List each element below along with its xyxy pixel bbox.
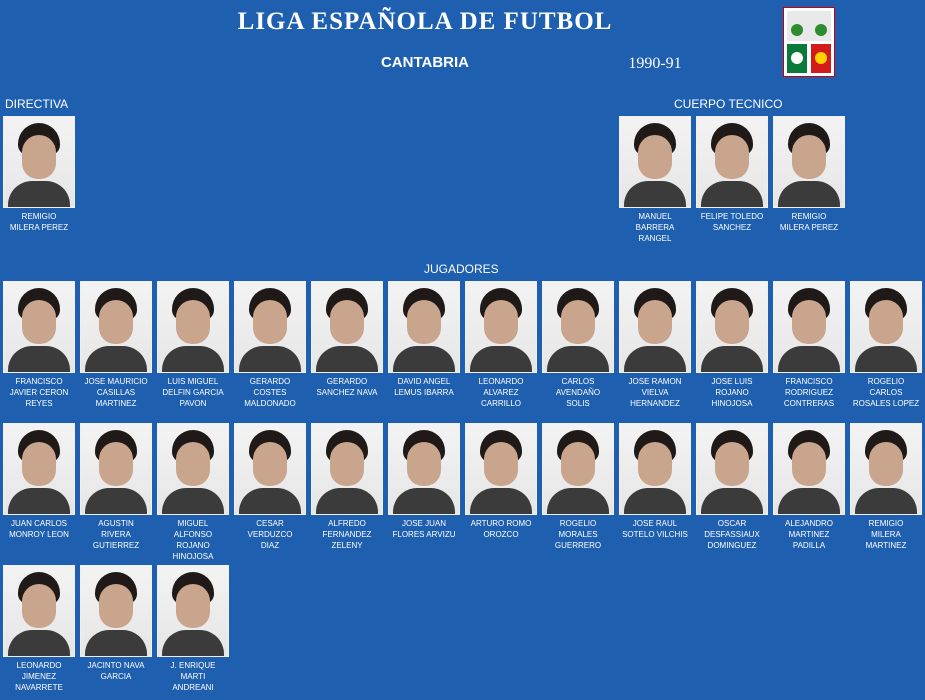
person-name: LUIS MIGUEL DELFIN GARCIA PAVON bbox=[162, 377, 224, 408]
person-name: CESAR VERDUZCO DIAZ bbox=[247, 519, 293, 550]
person-card bbox=[696, 423, 768, 551]
person-name: MANUEL BARRERA RANGEL bbox=[635, 212, 675, 243]
person-card bbox=[311, 423, 383, 551]
person-card bbox=[80, 565, 152, 682]
person-name: ROGELIO CARLOS ROSALES LOPEZ bbox=[852, 377, 920, 408]
person-photo bbox=[80, 423, 152, 515]
person-photo bbox=[3, 281, 75, 373]
person-name: REMIGIO MILERA MARTINEZ bbox=[865, 519, 907, 550]
person-name: JUAN CARLOS MONROY LEON bbox=[9, 519, 69, 539]
person-name: GERARDO COSTES MALDONADO bbox=[244, 377, 296, 408]
person-card bbox=[234, 281, 306, 409]
person-card bbox=[157, 423, 229, 562]
person-card bbox=[465, 423, 537, 540]
person-name: JOSE MAURICIO CASILLAS MARTINEZ bbox=[84, 377, 148, 408]
person-photo bbox=[542, 281, 614, 373]
person-name: REMIGIO MILERA PEREZ bbox=[9, 212, 69, 232]
person-card bbox=[80, 423, 152, 551]
person-card bbox=[850, 281, 922, 409]
person-photo bbox=[696, 423, 768, 515]
section-cuerpo-tecnico: CUERPO TECNICO bbox=[674, 97, 783, 111]
person-card bbox=[850, 423, 922, 551]
person-card bbox=[311, 281, 383, 398]
person-name: CARLOS AVENDAÑO SOLIS bbox=[555, 377, 601, 408]
person-name: FELIPE TOLEDO SANCHEZ bbox=[700, 212, 764, 232]
person-photo bbox=[850, 423, 922, 515]
person-photo bbox=[619, 116, 691, 208]
person-card bbox=[619, 423, 691, 540]
person-photo bbox=[311, 423, 383, 515]
person-photo bbox=[773, 116, 845, 208]
person-name: DAVID ANGEL LEMUS IBARRA bbox=[394, 377, 454, 397]
person-photo bbox=[696, 116, 768, 208]
person-photo bbox=[157, 281, 229, 373]
person-name: JOSE JUAN FLORES ARVIZU bbox=[392, 519, 456, 539]
person-photo bbox=[388, 423, 460, 515]
person-card bbox=[3, 281, 75, 409]
person-photo bbox=[234, 423, 306, 515]
person-card bbox=[542, 423, 614, 551]
person-photo bbox=[234, 281, 306, 373]
person-name: J. ENRIQUE MARTI ANDREANI bbox=[170, 661, 216, 692]
person-photo bbox=[850, 281, 922, 373]
person-card bbox=[542, 281, 614, 409]
person-card bbox=[465, 281, 537, 409]
person-photo bbox=[465, 423, 537, 515]
person-photo bbox=[619, 423, 691, 515]
person-photo bbox=[157, 423, 229, 515]
person-photo bbox=[388, 281, 460, 373]
person-card bbox=[3, 565, 75, 693]
person-name: ALFREDO FERNANDEZ ZELENY bbox=[322, 519, 372, 550]
person-name: REMIGIO MILERA PEREZ bbox=[779, 212, 839, 232]
person-name: ARTURO ROMO OROZCO bbox=[470, 519, 532, 539]
person-photo bbox=[465, 281, 537, 373]
person-photo bbox=[80, 281, 152, 373]
person-name: JOSE RAMON VIELVA HERNANDEZ bbox=[628, 377, 682, 408]
person-name: LEONARDO JIMENEZ NAVARRETE bbox=[15, 661, 63, 692]
person-card bbox=[388, 281, 460, 398]
person-name: OSCAR DESFASSIAUX DOMINGUEZ bbox=[704, 519, 760, 550]
person-card bbox=[3, 423, 75, 540]
person-name: AGUSTIN RIVERA GUTIERREZ bbox=[92, 519, 140, 550]
person-name: ROGELIO MORALES GUERRERO bbox=[554, 519, 602, 550]
person-photo bbox=[157, 565, 229, 657]
person-photo bbox=[311, 281, 383, 373]
person-card bbox=[157, 565, 229, 693]
section-jugadores: JUGADORES bbox=[424, 262, 499, 276]
person-card bbox=[3, 116, 75, 233]
person-photo bbox=[773, 423, 845, 515]
person-photo bbox=[619, 281, 691, 373]
person-photo bbox=[3, 423, 75, 515]
person-card bbox=[696, 281, 768, 409]
person-photo bbox=[773, 281, 845, 373]
section-directiva: DIRECTIVA bbox=[5, 97, 69, 111]
club-name: CANTABRIA bbox=[380, 54, 470, 71]
person-card bbox=[157, 281, 229, 409]
person-name: JACINTO NAVA GARCIA bbox=[87, 661, 145, 681]
person-name: MIGUEL ALFONSO ROJANO HINOJOSA bbox=[172, 519, 214, 561]
person-photo bbox=[3, 116, 75, 208]
person-card bbox=[388, 423, 460, 540]
person-photo bbox=[80, 565, 152, 657]
person-photo bbox=[3, 565, 75, 657]
person-name: JOSE LUIS ROJANO HINOJOSA bbox=[711, 377, 753, 408]
page-title: LIGA ESPAÑOLA DE FUTBOL bbox=[237, 8, 613, 35]
person-name: ALEJANDRO MARTINEZ PADILLA bbox=[784, 519, 833, 550]
person-name: FRANCISCO RODRIGUEZ CONTRERAS bbox=[783, 377, 835, 408]
mexico-logo-icon bbox=[783, 7, 835, 77]
person-photo bbox=[542, 423, 614, 515]
person-card bbox=[619, 116, 691, 244]
person-card bbox=[773, 281, 845, 409]
person-card bbox=[234, 423, 306, 551]
person-card bbox=[80, 281, 152, 409]
person-photo bbox=[696, 281, 768, 373]
person-name: FRANCISCO JAVIER CERON REYES bbox=[9, 377, 69, 408]
person-card bbox=[773, 116, 845, 233]
person-card bbox=[619, 281, 691, 409]
person-card bbox=[696, 116, 768, 233]
person-card bbox=[773, 423, 845, 551]
person-name: GERARDO SANCHEZ NAVA bbox=[316, 377, 378, 397]
person-name: LEONARDO ALVAREZ CARRILLO bbox=[478, 377, 524, 408]
season: 1990-91 bbox=[628, 55, 682, 72]
person-name: JOSE RAUL SOTELO VILCHIS bbox=[622, 519, 688, 539]
